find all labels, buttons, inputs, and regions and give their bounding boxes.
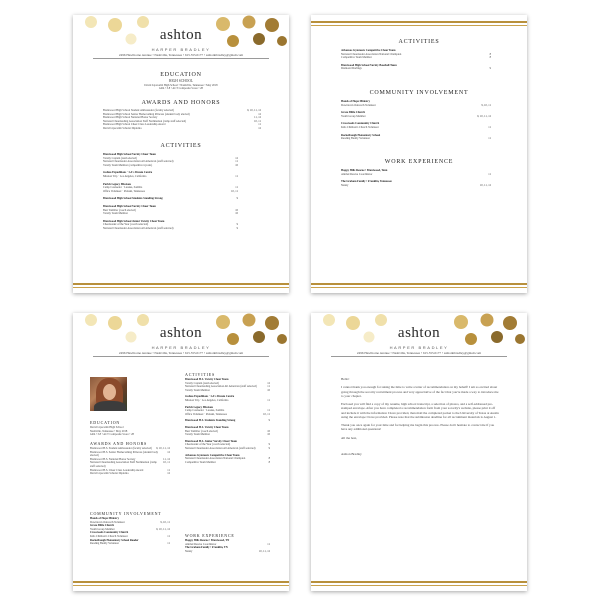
education-block: [73, 80, 289, 91]
community-heading: Rocketbough Elementary School: [341, 133, 381, 137]
footer-gold-rule-thin: [73, 287, 289, 288]
activity-heading: Arkansas Gymnasts Competitive Cheer Team: [341, 49, 396, 52]
work-list: Happy Hills Rescue • Brentwood, Tenn Animal Rescue Coordinator 11 The Graham Family • Franklin, Tennessee Nanny 10, 11, 12: [341, 169, 491, 187]
resume-page-2: [311, 15, 527, 293]
education-block: David Lipscomb High School Nashville, Tennessee • May 2018 GPA • 3.8 • ACT Composite Score • 28: [90, 426, 134, 437]
header-name: ashton: [159, 325, 203, 341]
header-divider: [331, 356, 507, 357]
activities-title-continued: ACTIVITIES: [398, 39, 440, 45]
footer-gold-rule-thin: [311, 585, 527, 586]
header-contact: 2496 Hawthorne Avenue • Nashville, Tennessee • 615.555.0177 • ashtonhbradley@gmail.com: [118, 53, 244, 57]
header-gold-rule: [311, 21, 527, 23]
header-full-name: HARPER BRADLEY: [151, 345, 211, 350]
award-row: Brentwood High School Senior Homecoming Princess (student body elected) 12: [103, 112, 261, 116]
cover-letter-page: [311, 313, 527, 591]
resume-page-photo: [73, 313, 289, 591]
header-divider: [93, 356, 269, 357]
footer-gold-rule: [311, 581, 527, 583]
school-line: David Lipscomb High School • Nashville, Tennessee • May 2018: [144, 83, 218, 87]
header-full-name: HARPER BRADLEY: [151, 47, 211, 52]
award-row: Brentwood High School Cheer Class Leadership Award 11: [103, 123, 261, 127]
school-label: HIGH SCHOOL: [168, 79, 194, 83]
letter-paragraph: Enclosed you will find a copy of my resume, high school transcript, a selection of photos, and a self-addressed pre-stamped envelope. After you have completed a recommendation form from your sorority's website, please print it off and include it with the information I have provided, then mail the completed packet to the University of Texas at Austin using the envelope I have provided. Please note that the submission deadline for all recruitment materials is August 1.: [341, 402, 499, 419]
footer-gold-rule: [73, 283, 289, 285]
profile-photo: [90, 377, 127, 411]
community-heading: Grace Bible Church: [341, 111, 366, 115]
activities-list: Brentwood High School Varsity Cheer Team Varsity Captain (team elected) 12 National Cheerleader Association All American (staff selected) 11 Varsity Team Member (competitive tryouts) 10 Joshua Expeditions · LA's Dream Centre Mission Trip · Los Angeles, California 11 Parish Legacy Missions Camp Counselor · Lusaka, Zambia 11 Office Volunteer · Pulaski, Tennessee 10, 11 Brentwood High School Students Standing Strong 9 Brentwood High School Varsity Cheer Team Best Tumbler (coach elected) 10 Varsity Team Member 10 Brentwood High School Junior Varsity Cheer Team Cheerleader of the Year (coach selected) 9 National Cheerleader Association All American (staff selected) 9: [103, 153, 238, 230]
activities-list: Brentwood H.S. Varsity Cheer Team Varsity Captain (team elected) 12 National Cheerleading Association All American (staff selected) 11 Varsity Team Member 10 Joshua Expeditions · LA's Dream Centre Mission Trip · Los Angeles, California 11 Parish Legacy Missions Camp Counselor · Lusaka, Zambia 11 Office Volunteer · Pulaski, Tennessee 10, 11 Brentwood H.S. Students Standing Strong 9 Brentwood H.S. Varsity Cheer Team Best Tumbler (coach elected) 10 Varsity Team Member 10 Brentwood H.S. Junior Varsity Cheer Team Cheerleader of the Year (coach selected) 9 National Cheerleader Association All American (staff selected) 9 Arkansas Gymnasts Competitive Cheer Team National Cheerleader Association National Champion 8 Competitive Team Member 8: [185, 378, 270, 464]
awards-list: Brentwood H.S. Student Ambassador (faculty selected) 9, 10, 11, 12 Brentwood H.S. Senior Homecoming Princess (student body elected) 12 Brentwood H.S. National Honor Society 11, 12 National Cheerleading Association Staff Nomination (camp staff selected) 10, 11 Brentwood H.S. Cheer Class Leadership Award 11 David Lipscomb Scholar Diploma 12: [90, 447, 170, 476]
community-list: Hands of Hope Ministry Downtown Outreach Volunteer 9, 10, 11 Grace Bible Church Youth Group Member 9, 10, 11, 12 Crossroads Community Church Kids Children's Church Volunteer 11 Rocketbough Elementary School Reader Reading Buddy Volunteer 11: [90, 517, 170, 546]
community-title: COMMUNITY INVOLVEMENT: [369, 90, 469, 96]
letter-closing: All the best,: [341, 435, 358, 440]
letter-body: [341, 377, 499, 460]
footer-gold-rule: [311, 283, 527, 285]
award-row: Brentwood High School Student Ambassador (faculty selected) 9, 10, 11, 12: [103, 109, 261, 112]
work-title: WORK EXPERIENCE: [384, 159, 454, 165]
header-contact: 2496 Hawthorne Avenue • Nashville, Tennessee • 615.555.0177 • ashtonhbradley@gmail.com: [356, 351, 482, 355]
work-title: WORK EXPERIENCE: [185, 533, 235, 538]
work-list: Happy Hills Rescue • Brentwood, TN Animal Rescue Coordinator 11 The Graham Family • Franklin, TN Nanny 10, 11, 12: [185, 539, 270, 553]
activity-heading: Brentwood High School Varsity Cheer Team: [103, 153, 156, 156]
resume-page-1: [73, 15, 289, 293]
community-heading: Hands of Hope Ministry: [341, 100, 370, 103]
header-name: ashton: [397, 325, 441, 341]
education-title: EDUCATION: [160, 72, 202, 78]
letter-paragraph: I cannot thank you enough for taking the time to write a letter of recommendation on my behalf! I am so excited about going through the sorority recruitment process and very appreciative of the fact that you're made a way to introduce me to your chapter.: [341, 385, 499, 398]
awards-title: AWARDS AND HONORS: [141, 100, 221, 106]
letter-signature: Ashton Bradley: [341, 451, 362, 456]
gpa-line: GPA • 3.8 • ACT Composite Score • 28: [159, 87, 203, 91]
activity-heading: Parish Legacy Missions: [103, 182, 132, 186]
header-full-name: HARPER BRADLEY: [389, 345, 449, 350]
award-row: Brentwood High School National Honor Society 11, 12: [103, 116, 261, 120]
activities-title: ACTIVITIES: [185, 372, 215, 377]
letter-paragraph: Thank you once again for your time and for helping me begin this process. Please don't hesitate to contact me if you have any additional questions!: [341, 423, 495, 432]
award-row: National Cheerleading Association Staff Nomination (camp staff selected) 10, 11: [103, 119, 261, 123]
footer-gold-rule: [73, 581, 289, 583]
activity-heading: Brentwood High School Students Standing Strong: [103, 197, 163, 201]
work-heading: The Graham Family • Franklin, Tennessee: [341, 180, 392, 184]
activities-list-continued: Arkansas Gymnasts Competitive Cheer Team National Cheerleader Association National Champion 8 Competitive Team Member 8 Brentwood High School Varsity Baseball Team Diamond Darlings 9: [341, 49, 491, 71]
awards-title: AWARDS AND HONORS: [90, 441, 148, 446]
activity-heading: Brentwood High School Varsity Cheer Team: [103, 204, 156, 208]
footer-gold-rule-thin: [73, 585, 289, 586]
work-heading: Happy Hills Rescue • Brentwood, Tenn: [341, 169, 388, 172]
letter-greeting: Hello!: [341, 377, 350, 381]
header-divider: [93, 58, 269, 59]
community-title: COMMUNITY INVOLVEMENT: [90, 511, 162, 516]
header-name: ashton: [159, 27, 203, 43]
award-row: David Lipscomb Scholar Diploma 12: [103, 126, 261, 130]
community-list: Hands of Hope Ministry Downtown Outreach Volunteer 9, 10, 11 Grace Bible Church Youth Group Member 9, 10, 11, 12 Crossroads Community Church Kids Children's Church Volunteer 11 Rocketbough Elementary School Reading Buddy Volunteer 11: [341, 100, 491, 141]
activities-title: ACTIVITIES: [160, 143, 202, 149]
header-contact: 2496 Hawthorne Avenue • Nashville, Tennessee • 615.555.0177 • ashtonhbradley@gmail.com: [118, 351, 244, 355]
footer-gold-rule-thin: [311, 287, 527, 288]
activity-heading: Brentwood High School Varsity Baseball Team: [341, 63, 397, 67]
activity-heading: Brentwood High School Junior Varsity Cheer Team: [103, 219, 165, 223]
header-gold-rule-thin: [311, 25, 527, 26]
community-heading: Crossroads Community Church: [341, 122, 380, 126]
awards-list: [103, 109, 261, 131]
education-title: EDUCATION: [90, 420, 121, 425]
activity-heading: Joshua Expeditions · LA's Dream Centre: [103, 171, 153, 175]
